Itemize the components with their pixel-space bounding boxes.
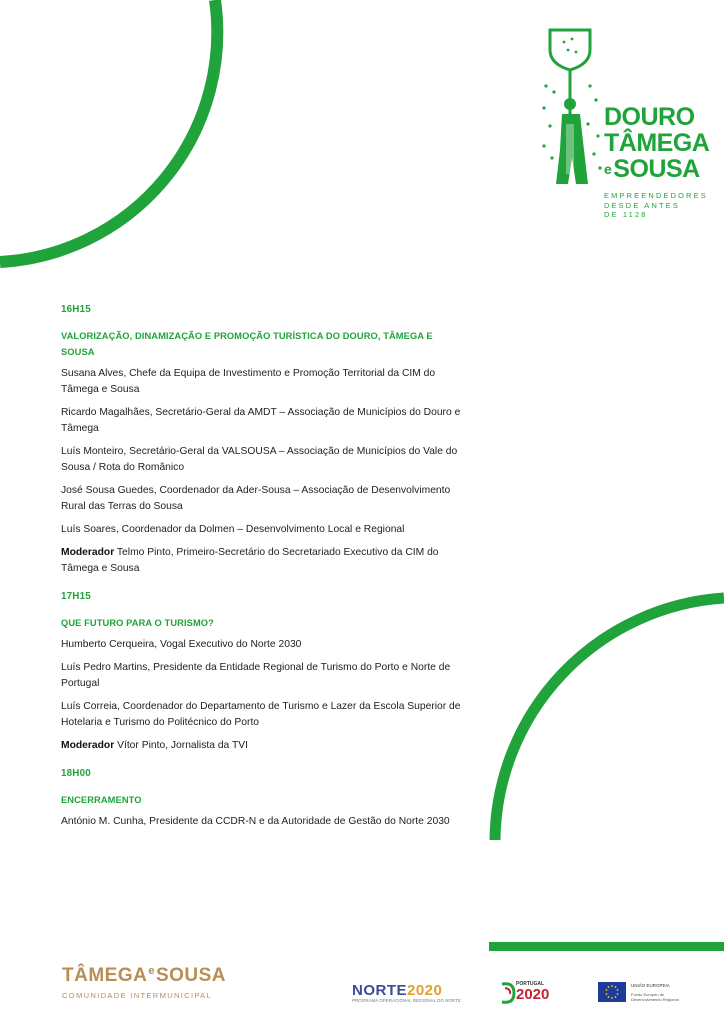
sousa-text: SOUSA <box>155 965 227 986</box>
norte-year: 2020 <box>407 982 443 999</box>
portugal2020-year: 2020 <box>516 986 550 1003</box>
tamega-text: TÂMEGA <box>62 965 148 986</box>
session-title: ENCERRAMENTO <box>61 795 142 805</box>
tagline-line-2: DESDE ANTES <box>604 200 680 210</box>
portugal2020-label: PORTUGAL <box>516 981 545 987</box>
tamega-sousa-cim-logo <box>62 965 226 1000</box>
speaker: Luís Soares, Coordenador da Dolmen – Desenvolvimento Local e Regional <box>61 524 405 535</box>
moderator-label: Moderador <box>61 740 115 751</box>
speaker: Susana Alves, Chefe da Equipa de Investimento e Promoção Territorial da CIM do Tâmega e Sousa <box>61 368 436 395</box>
moderator-name: Vítor Pinto, Jornalista da TVI <box>117 740 248 751</box>
logo-e: e <box>604 161 612 177</box>
tamega-e: e <box>148 965 155 977</box>
session-title: QUE FUTURO PARA O TURISMO? <box>61 618 214 628</box>
session-time: 16H15 <box>61 304 91 315</box>
speaker: Ricardo Magalhães, Secretário-Geral da AMDT – Associação de Municípios do Douro e Tâmega <box>61 407 461 434</box>
session-block <box>61 302 461 577</box>
speaker: José Sousa Guedes, Coordenador da Ader-Sousa – Associação de Desenvolvimento Rural das Terras do Sousa <box>61 485 451 512</box>
logo-line-sousa: SOUSA <box>613 155 700 183</box>
logo-tagline <box>604 191 708 220</box>
speaker: Humberto Cerqueira, Vogal Executivo do Norte 2030 <box>61 639 302 650</box>
eu-flag-icon <box>598 982 626 1002</box>
speaker: Luís Correia, Coordenador do Departamento de Turismo e Lazer da Escola Superior de Hotelaria e Turismo do Politécnico do Porto <box>61 701 461 728</box>
logo-line-tamega: TÂMEGA <box>604 129 710 157</box>
speaker: Luís Pedro Martins, Presidente da Entidade Regional de Turismo do Porto e Norte de Portugal <box>61 662 451 689</box>
tagline-line-3: DE 1128 <box>604 210 648 219</box>
norte-text: NORTE <box>352 982 407 999</box>
moderator-label: Moderador <box>61 547 115 558</box>
moderator <box>61 738 461 754</box>
session-title: VALORIZAÇÃO, DINAMIZAÇÃO E PROMOÇÃO TURÍSTICA DO DOURO, TÂMEGA E SOUSA <box>61 331 433 357</box>
logo-line-douro: DOURO <box>604 103 695 131</box>
session-time: 17H15 <box>61 591 91 602</box>
session-time: 18H00 <box>61 768 91 779</box>
speaker: António M. Cunha, Presidente da CCDR-N e da Autoridade de Gestão do Norte 2030 <box>61 816 450 827</box>
session-block <box>61 766 461 830</box>
eu-fund-label: Fundo Europeu de Desenvolvimento Regional <box>631 992 679 1002</box>
norte2020-logo <box>352 982 442 999</box>
logo-wordmark <box>604 104 709 182</box>
speaker: Luís Monteiro, Secretário-Geral da VALSOUSA – Associação de Municípios do Vale do Sousa / Rota do Românico <box>61 446 458 473</box>
norte2020-subtitle: PROGRAMA OPERACIONAL REGIONAL DO NORTE <box>352 998 461 1003</box>
session-block <box>61 589 461 754</box>
programme <box>61 302 461 842</box>
cim-subtitle: COMUNIDADE INTERMUNICIPAL <box>62 991 213 1000</box>
moderator-name: Telmo Pinto, Primeiro-Secretário do Secretariado Executivo da CIM do Tâmega e Sousa <box>61 547 439 574</box>
eu-label: UNIÃO EUROPEIA <box>631 983 670 988</box>
tagline-line-1: EMPREENDEDORES <box>604 191 708 200</box>
moderator <box>61 545 461 577</box>
